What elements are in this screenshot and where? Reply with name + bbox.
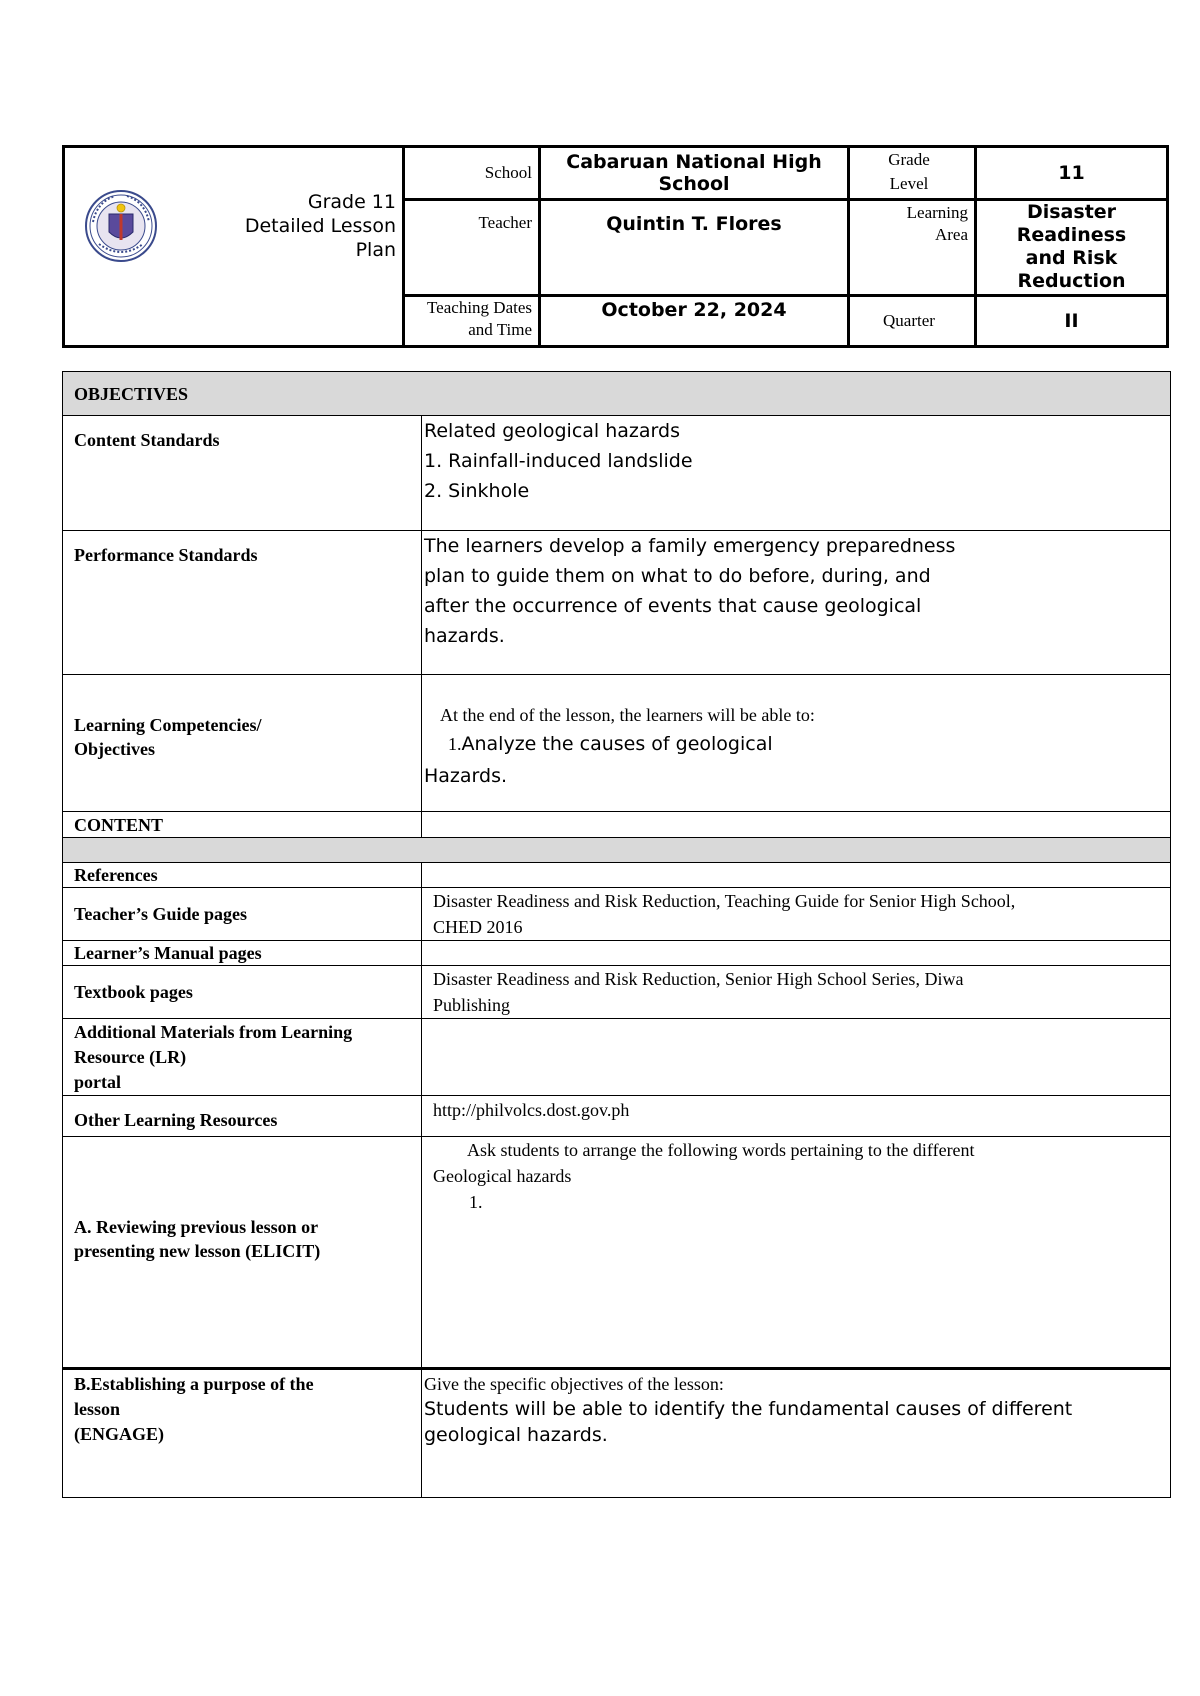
- teacher-value: Quintin T. Flores: [540, 200, 849, 296]
- area-label-line: Learning: [906, 203, 968, 222]
- grade-label-line: Grade: [888, 150, 930, 169]
- purpose-line: geological hazards.: [424, 1424, 608, 1446]
- additional-label-line: Additional Materials from Learning: [74, 1022, 353, 1042]
- learners-manual-label: Learner’s Manual pages: [63, 941, 422, 966]
- deped-seal-logo: [85, 188, 157, 264]
- learning-area-label: [849, 200, 976, 296]
- other-resources-label: Other Learning Resources: [63, 1096, 422, 1137]
- competencies-value: [422, 675, 1171, 812]
- performance-standards-label: Performance Standards: [63, 531, 422, 675]
- content-standards-label: Content Standards: [63, 416, 422, 531]
- teacher-label: Teacher: [404, 200, 540, 296]
- shaded-divider: [63, 838, 1171, 863]
- dates-label-line: and Time: [468, 320, 532, 339]
- area-value-line: and Risk: [1025, 247, 1118, 269]
- learners-manual-value: [422, 941, 1171, 966]
- additional-materials-label: [63, 1019, 422, 1096]
- references-value: [422, 863, 1171, 888]
- content-standard-line: 1. Rainfall-induced landslide: [424, 450, 693, 472]
- textbook-label: Textbook pages: [63, 966, 422, 1019]
- competencies-label-line: Learning Competencies/: [74, 715, 262, 735]
- content-label: CONTENT: [63, 812, 422, 838]
- learning-area-value: [976, 200, 1168, 296]
- textbook-line: Disaster Readiness and Risk Reduction, Senior High School Series, Diwa: [433, 969, 964, 989]
- school-value-line: School: [658, 173, 730, 195]
- quarter-value: II: [976, 296, 1168, 347]
- area-label-line: Area: [934, 225, 968, 244]
- reviewing-label: [63, 1137, 422, 1369]
- purpose-label: [63, 1369, 422, 1498]
- textbook-value: [422, 966, 1171, 1019]
- purpose-intro: Give the specific objectives of the lesson:: [424, 1374, 724, 1394]
- competencies-label-line: Objectives: [74, 739, 155, 759]
- reviewing-label-line: presenting new lesson (ELICIT): [74, 1241, 321, 1261]
- teachers-guide-line: Disaster Readiness and Risk Reduction, Teaching Guide for Senior High School,: [433, 891, 1016, 911]
- title-line: Grade 11: [307, 191, 396, 213]
- grade-level-value: 11: [976, 147, 1168, 200]
- lesson-plan-header: [62, 145, 1169, 348]
- performance-standards-value: [422, 531, 1171, 675]
- competencies-intro: At the end of the lesson, the learners will be able to:: [440, 705, 815, 725]
- references-label: References: [63, 863, 422, 888]
- additional-label-line: portal: [74, 1072, 121, 1092]
- competency-text-cont: Hazards.: [424, 765, 508, 787]
- reviewing-label-line: A. Reviewing previous lesson or: [74, 1217, 319, 1237]
- teachers-guide-line: CHED 2016: [433, 917, 523, 937]
- title-line: Detailed Lesson: [244, 215, 396, 237]
- lesson-plan-body: [62, 371, 1171, 1498]
- area-value-line: Reduction: [1017, 270, 1126, 292]
- school-value: [540, 147, 849, 200]
- purpose-label-line: (ENGAGE): [74, 1424, 164, 1444]
- quarter-label: Quarter: [849, 296, 976, 347]
- additional-materials-value: [422, 1019, 1171, 1096]
- performance-line: The learners develop a family emergency preparedness: [424, 535, 956, 557]
- competency-text: Analyze the causes of geological: [461, 733, 773, 755]
- reviewing-line: Geological hazards: [433, 1166, 572, 1186]
- performance-line: after the occurrence of events that cause geological: [424, 595, 922, 617]
- logo-title-cell: [64, 147, 404, 347]
- school-label: School: [404, 147, 540, 200]
- additional-label-line: Resource (LR): [74, 1047, 187, 1067]
- school-value-line: Cabaruan National High: [566, 151, 822, 173]
- reviewing-value: [422, 1137, 1171, 1369]
- dates-label-line: Teaching Dates: [426, 298, 532, 317]
- teaching-dates-label: [404, 296, 540, 347]
- reviewing-item: 1.: [469, 1192, 483, 1212]
- objectives-heading: OBJECTIVES: [63, 372, 1171, 416]
- purpose-value: [422, 1369, 1171, 1498]
- content-value: [422, 812, 1171, 838]
- purpose-label-line: B.Establishing a purpose of the: [74, 1374, 314, 1394]
- content-standard-line: 2. Sinkhole: [424, 480, 530, 502]
- area-value-line: Disaster: [1026, 201, 1117, 223]
- grade-level-label: [849, 147, 976, 200]
- purpose-line: Students will be able to identify the fundamental causes of different: [424, 1398, 1073, 1420]
- title-line: Plan: [355, 239, 396, 261]
- teaching-dates-value: October 22, 2024: [540, 296, 849, 347]
- reviewing-line: Ask students to arrange the following words pertaining to the different: [467, 1140, 975, 1160]
- competencies-label: [63, 675, 422, 812]
- teachers-guide-label: Teacher’s Guide pages: [63, 888, 422, 941]
- purpose-label-line: lesson: [74, 1399, 121, 1419]
- performance-line: plan to guide them on what to do before, during, and: [424, 565, 931, 587]
- lesson-plan-title: [245, 190, 396, 262]
- competency-item: [424, 729, 1170, 761]
- grade-label-line: Level: [889, 174, 929, 193]
- textbook-line: Publishing: [433, 995, 511, 1015]
- competency-number: 1.: [448, 734, 462, 754]
- content-standard-line: Related geological hazards: [424, 420, 680, 442]
- content-standards-value: [422, 416, 1171, 531]
- performance-line: hazards.: [424, 625, 505, 647]
- area-value-line: Readiness: [1016, 224, 1127, 246]
- teachers-guide-value: [422, 888, 1171, 941]
- other-resources-value: http://philvolcs.dost.gov.ph: [422, 1096, 1171, 1137]
